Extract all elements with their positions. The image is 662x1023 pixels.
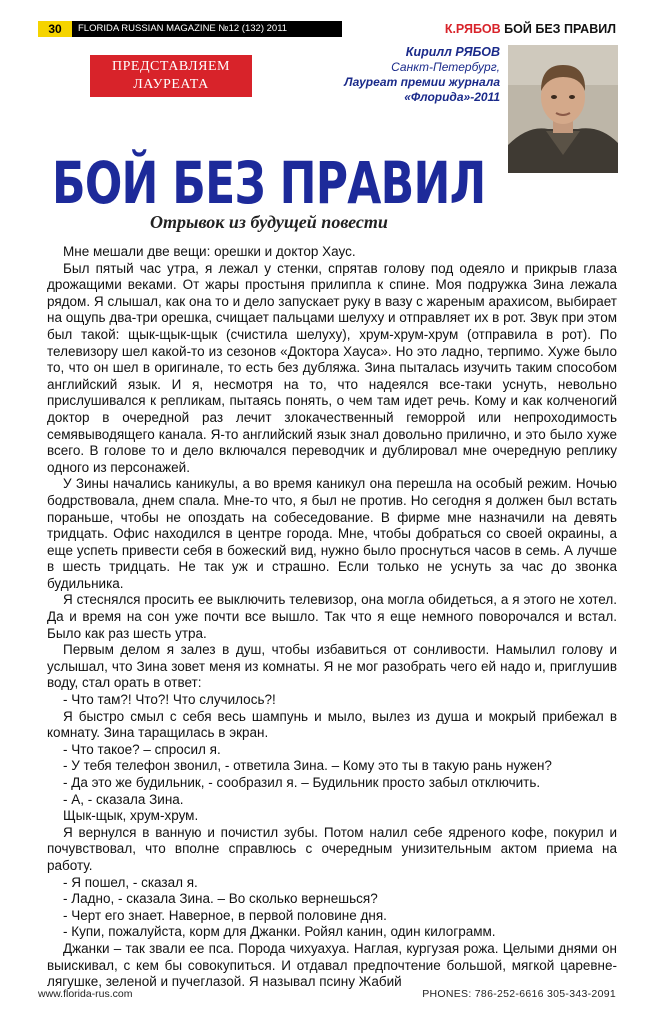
running-head bbox=[445, 21, 616, 37]
dialogue-line: - Я пошел, - сказал я. bbox=[63, 874, 198, 890]
running-head-author: К.РЯБОВ bbox=[444, 22, 501, 36]
badge-line-2: ЛАУРЕАТА bbox=[133, 77, 209, 92]
article-subtitle: Отрывок из будущей повести bbox=[150, 212, 388, 232]
author-name: Кирилл РЯБОВ bbox=[405, 45, 500, 59]
paragraph: Первым делом я залез в душ, чтобы избавиться от сонливости. Намылил голову и услышал, что Зина зовет меня из комнаты. Я не мог разобрать чего ей надо и, приглушив воду, стал орать в ответ: bbox=[47, 642, 617, 691]
dialogue-line: - А, - сказала Зина. bbox=[63, 791, 184, 807]
author-city: Санкт-Петербург, bbox=[391, 60, 500, 74]
dialogue-line: - Что такое? – спросил я. bbox=[63, 741, 221, 757]
dialogue-line: - У тебя телефон звонил, - ответила Зина. – Кому это ты в такую рань нужен? bbox=[63, 758, 552, 774]
paragraph: Щык-щык, хрум-хрум. bbox=[63, 808, 199, 824]
magazine-issue: FLORIDA RUSSIAN MAGAZINE №12 (132) 2011 bbox=[72, 21, 342, 37]
paragraph: Я быстро смыл с себя весь шампунь и мыло, вылез из душа и мокрый прибежал в комнату. Зина таращилась в экран. bbox=[47, 708, 617, 741]
phone-numbers: PHONES: 786-252-6616 305-343-2091 bbox=[422, 988, 616, 1000]
paragraph: Я вернулся в ванную и почистил зубы. Потом налил себе ядреного кофе, покурил и почувствовал, что вполне справлюсь с очередным унизительным актом приема на работу. bbox=[47, 824, 617, 873]
paragraph: Я стеснялся просить ее выключить телевизор, она могла обидеться, а я этого не хотел. Да и время на сон уже почти все вышло. Так что я еще немного поворочался и встал. Было как раз шесть утра. bbox=[47, 592, 617, 641]
author-info bbox=[280, 45, 500, 105]
author-award-line-2: «Флорида»-2011 bbox=[404, 90, 500, 104]
paragraph: Джанки – так звали ее пса. Порода чихуахуа. Наглая, кургузая рожа. Целыми днями он выискивал, с кем бы совокупиться. И отдавал предпочтение большой, мягкой царевне-лягушке, зеленой и пучеглазой. Я называл псину Жабий bbox=[47, 940, 617, 990]
paragraph: У Зины начались каникулы, а во время каникул она перешла на особый режим. Ночью бодрствовала, днем спала. Мне-то что, я был не против. Но сегодня я должен был встать пораньше, чтобы не опоздать на собеседование. В фирме мне назначили на девять тридцать. Офис находился в центре города. Мне, чтобы добраться со своей окраины, а еще успеть привести себя в божеский вид, нужно было проснуться часов в семь. А лучше в шесть тридцать. Не так уж и страшно. Если только не уснуть за час до звонка будильника. bbox=[47, 476, 617, 591]
page-footer bbox=[38, 988, 616, 1002]
author-award-line-1: Лауреат премии журнала bbox=[344, 75, 500, 89]
page-header bbox=[38, 21, 616, 37]
article-body bbox=[47, 244, 617, 991]
paragraph: Мне мешали две вещи: орешки и доктор Хаус. bbox=[63, 244, 356, 259]
dialogue-line: - Черт его знает. Наверное, в первой половине дня. bbox=[63, 907, 387, 923]
laureate-badge bbox=[90, 55, 252, 97]
dialogue-line: - Да это же будильник, - сообразил я. – Будильник просто забыл отключить. bbox=[63, 775, 541, 790]
dialogue-line: - Купи, пожалуйста, корм для Джанки. Ройял канин, один килограмм. bbox=[63, 924, 496, 940]
paragraph: Был пятый час утра, я лежал у стенки, спрятав голову под одеяло и прикрыв глаза дрожащими веками. От жары простыня прилипла к спине. Моя подружка Зина лежала рядом. Я слышал, как она то и дело запускает руку в вазу с жареным арахисом, выбирает на ощупь два-три орешка, счищает пальцами шелуху и отправляет их в рот. Звук при этом был такой: щык-щык-щык (счистила шелуху), хрум-хрум-хрум (отправила в рот). По телевизору шел какой-то из сезонов «Доктора Хауса». Но это ладно, терпимо. Хуже было то, что он шел в оригинале, то есть без дубляжа. Зина пыталась изучить таким способом английский язык. И я, несмотря на то, что надеялся все-таки уснуть, невольно прислушивался к репликам, пытаясь понять, о чем там идет речь. Кому и как колченогий доктор в очередной раз лечит злокачественный геморрой или непроходимость семявыводящего канала. Я-то английский язык знал довольно прилично, и это было хуже всего. В голове то и дело включался переводчик и дублировал мне очередную реплику одного из персонажей. bbox=[47, 260, 617, 475]
website-link[interactable]: www.florida-rus.com bbox=[38, 988, 133, 1000]
article-title: БОЙ БЕЗ ПРАВИЛ bbox=[52, 149, 486, 217]
page-number: 30 bbox=[38, 21, 72, 37]
author-photo bbox=[508, 45, 618, 173]
running-head-title: БОЙ БЕЗ ПРАВИЛ bbox=[504, 22, 616, 36]
dialogue-line: - Что там?! Что?! Что случилось?! bbox=[63, 692, 276, 708]
badge-line-1: ПРЕДСТАВЛЯЕМ bbox=[112, 59, 230, 74]
dialogue-line: - Ладно, - сказала Зина. – Во сколько вернешься? bbox=[63, 891, 378, 907]
